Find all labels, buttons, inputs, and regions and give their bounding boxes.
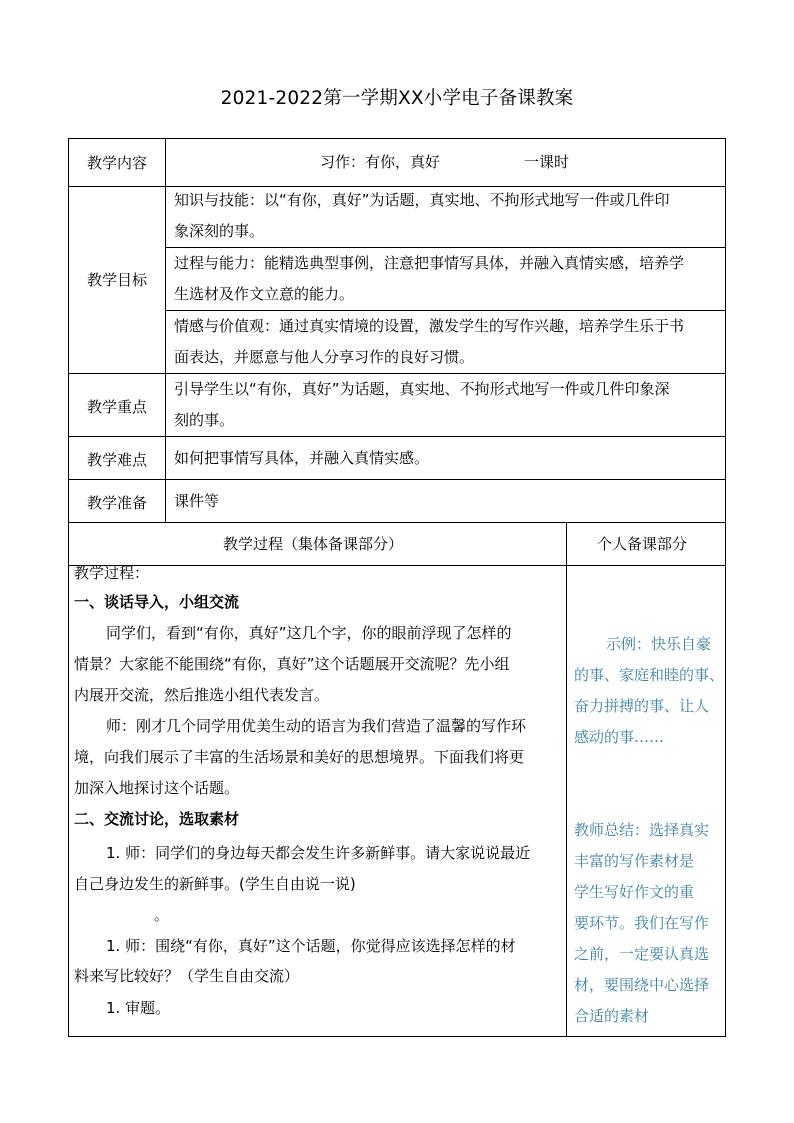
notes-example-line-4: 感动的事…… <box>574 728 665 746</box>
section1-line-4: 师：刚才几个同学用优美生动的语言为我们营造了温馨的写作环 <box>106 717 527 735</box>
section1-line-3: 内展开交流，然后推选小组代表发言。 <box>74 686 330 704</box>
process-intro: 教学过程： <box>74 564 150 582</box>
key-points-line-1: 引导学生以“有你，真好”为话题，真实地、不拘形式地写一件或几件印象深 <box>174 380 670 398</box>
goal-process-line-2: 生选材及作文立意的能力。 <box>174 285 355 303</box>
notes-example-line-3: 奋力拼搏的事、让人 <box>574 697 710 715</box>
notes-summary-line-4: 要环节。我们在写作 <box>574 914 710 932</box>
notes-summary-line-3: 学生写好作文的重 <box>574 883 695 901</box>
goal-emotion-line-2: 面表达，并愿意与他人分享习作的良好习惯。 <box>174 348 475 366</box>
section2-line-5: 料来写比较好？（学生自由交流） <box>74 967 300 985</box>
section1-line-6: 加深入地探讨这个话题。 <box>74 779 240 797</box>
section1-line-2: 情景？大家能不能围绕“有你，真好”这个话题展开交流呢？先小组 <box>74 655 510 673</box>
goals-label: 教学目标 <box>86 271 147 289</box>
content-label: 教学内容 <box>86 154 147 172</box>
notes-summary-line-2: 丰富的写作素材是 <box>574 852 695 870</box>
difficulties-label: 教学难点 <box>86 451 147 469</box>
goal-knowledge-line-1: 知识与技能：以“有你，真好”为话题，真实地、不拘形式地写一件或几件印 <box>174 191 670 209</box>
lesson-plan-table <box>68 138 726 1037</box>
key-points-label: 教学重点 <box>86 398 147 416</box>
lesson-topic: 习作：有你，真好 <box>320 153 441 171</box>
preparation-value: 课件等 <box>174 492 220 510</box>
goal-emotion-line-1: 情感与价值观：通过真实情境的设置，激发学生的写作兴趣，培养学生乐于书 <box>174 317 685 335</box>
preparation-label: 教学准备 <box>86 494 147 512</box>
notes-example-line-1: 示例：快乐自豪 <box>606 635 712 653</box>
notes-example-line-2: 的事、家庭和睦的事、 <box>574 666 725 684</box>
difficulties-value: 如何把事情写具体，并融入真情实感。 <box>174 449 430 467</box>
notes-summary-line-5: 之前，一定要认真选 <box>574 945 710 963</box>
process-header-left: 教学过程（集体备课部分） <box>223 535 404 553</box>
section2-line-4: 1. 师：围绕“有你，真好”这个话题，你觉得应该选择怎样的材 <box>106 937 516 955</box>
section2-heading: 二、交流讨论，选取素材 <box>74 810 240 828</box>
goal-process-line-1: 过程与能力：能精选典型事例，注意把事情写具体，并融入真情实感，培养学 <box>174 254 685 272</box>
section2-line-1: 1. 师：同学们的身边每天都会发生许多新鲜事。请大家说说最近 <box>106 844 531 862</box>
notes-summary-line-7: 合适的素材 <box>574 1007 650 1025</box>
section2-line-6: 1. 审题。 <box>106 999 171 1017</box>
key-points-line-2: 刻的事。 <box>174 411 235 429</box>
section2-line-3: 。 <box>154 906 170 924</box>
notes-summary-line-1: 教师总结：选择真实 <box>574 821 710 839</box>
section1-line-5: 境，向我们展示了丰富的生活场景和美好的思想境界。下面我们将更 <box>74 748 525 766</box>
notes-summary-line-6: 材，要围绕中心选择 <box>574 976 710 994</box>
section1-heading: 一、谈话导入，小组交流 <box>74 593 240 611</box>
section1-line-1: 同学们，看到“有你，真好”这几个字，你的眼前浮现了怎样的 <box>106 624 512 642</box>
page-title: 2021-2022第一学期XX小学电子备课教案 <box>220 88 574 109</box>
section2-line-2: 自己身边发生的新鲜事。(学生自由说一说) <box>74 875 356 893</box>
process-header-right: 个人备课部分 <box>597 535 688 553</box>
lesson-period: 一课时 <box>524 153 570 171</box>
goal-knowledge-line-2: 象深刻的事。 <box>174 222 265 240</box>
